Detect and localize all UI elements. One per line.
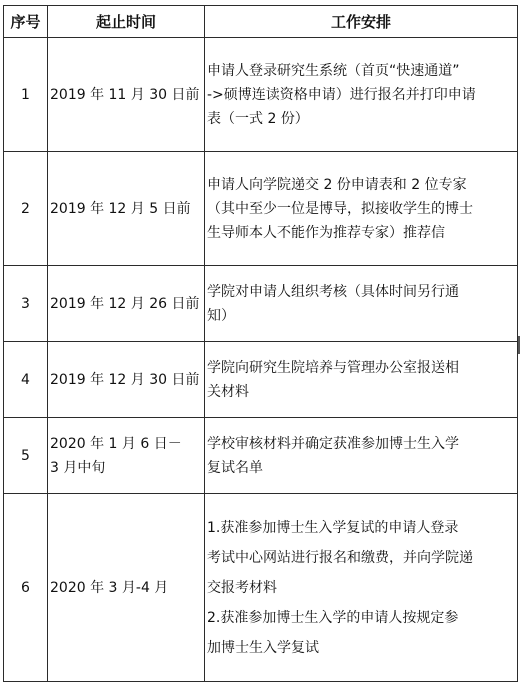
time-line: 2019 年 12 月 30 日前 — [50, 371, 200, 388]
table-row — [4, 342, 518, 418]
row-time — [48, 152, 205, 266]
row-number: 4 — [4, 342, 48, 418]
table-row — [4, 38, 518, 152]
header-task: 工作安排 — [205, 6, 518, 38]
header-seq: 序号 — [4, 6, 48, 38]
schedule-table — [3, 5, 518, 682]
header-time: 起止时间 — [48, 6, 205, 38]
schedule-sheet — [3, 5, 517, 687]
task-line: 申请人向学院递交 2 份申请表和 2 位专家 — [207, 176, 467, 193]
task-line: 考试中心网站进行报名和缴费，并向学院递 — [207, 549, 473, 566]
task-line: 学校审核材料并确定获准参加博士生入学 — [207, 435, 459, 452]
time-line: 2019 年 11 月 30 日前 — [50, 86, 200, 103]
row-task — [205, 266, 518, 342]
time-line: 2020 年 1 月 6 日－ — [50, 435, 182, 452]
table-header-row — [4, 6, 518, 38]
task-line: 关材料 — [207, 383, 249, 400]
task-line: 加博士生入学复试 — [207, 639, 319, 656]
table-row — [4, 266, 518, 342]
task-line: 交报考材料 — [207, 579, 277, 596]
row-task — [205, 342, 518, 418]
task-line: 学院对申请人组织考核（具体时间另行通 — [207, 283, 459, 300]
table-row — [4, 494, 518, 682]
task-line: 1.获准参加博士生入学复试的申请人登录 — [207, 519, 459, 536]
task-line: 学院向研究生院培养与管理办公室报送相 — [207, 359, 459, 376]
row-number: 1 — [4, 38, 48, 152]
row-time — [48, 418, 205, 494]
time-line: 3 月中旬 — [50, 459, 106, 476]
row-task — [205, 418, 518, 494]
row-number: 5 — [4, 418, 48, 494]
time-line: 2019 年 12 月 26 日前 — [50, 295, 200, 312]
row-task — [205, 494, 518, 682]
row-time — [48, 266, 205, 342]
task-line: 生导师本人不能作为推荐专家）推荐信 — [207, 224, 445, 241]
table-row — [4, 152, 518, 266]
row-task — [205, 38, 518, 152]
row-time — [48, 342, 205, 418]
task-line: ->硕博连读资格申请）进行报名并打印申请 — [207, 86, 476, 103]
task-line: （其中至少一位是博导，拟接收学生的博士 — [207, 200, 473, 217]
text-cursor-mark — [518, 336, 520, 354]
row-time — [48, 494, 205, 682]
task-line: 表（一式 2 份） — [207, 110, 309, 127]
row-task — [205, 152, 518, 266]
row-time — [48, 38, 205, 152]
row-number: 3 — [4, 266, 48, 342]
task-line: 申请人登录研究生系统（首页“快速通道” — [207, 62, 460, 79]
time-line: 2019 年 12 月 5 日前 — [50, 200, 191, 217]
table-row — [4, 418, 518, 494]
task-line: 2.获准参加博士生入学的申请人按规定参 — [207, 609, 459, 626]
task-line: 复试名单 — [207, 459, 263, 476]
time-line: 2020 年 3 月-4 月 — [50, 579, 169, 596]
row-number: 2 — [4, 152, 48, 266]
row-number: 6 — [4, 494, 48, 682]
task-line: 知） — [207, 307, 235, 324]
